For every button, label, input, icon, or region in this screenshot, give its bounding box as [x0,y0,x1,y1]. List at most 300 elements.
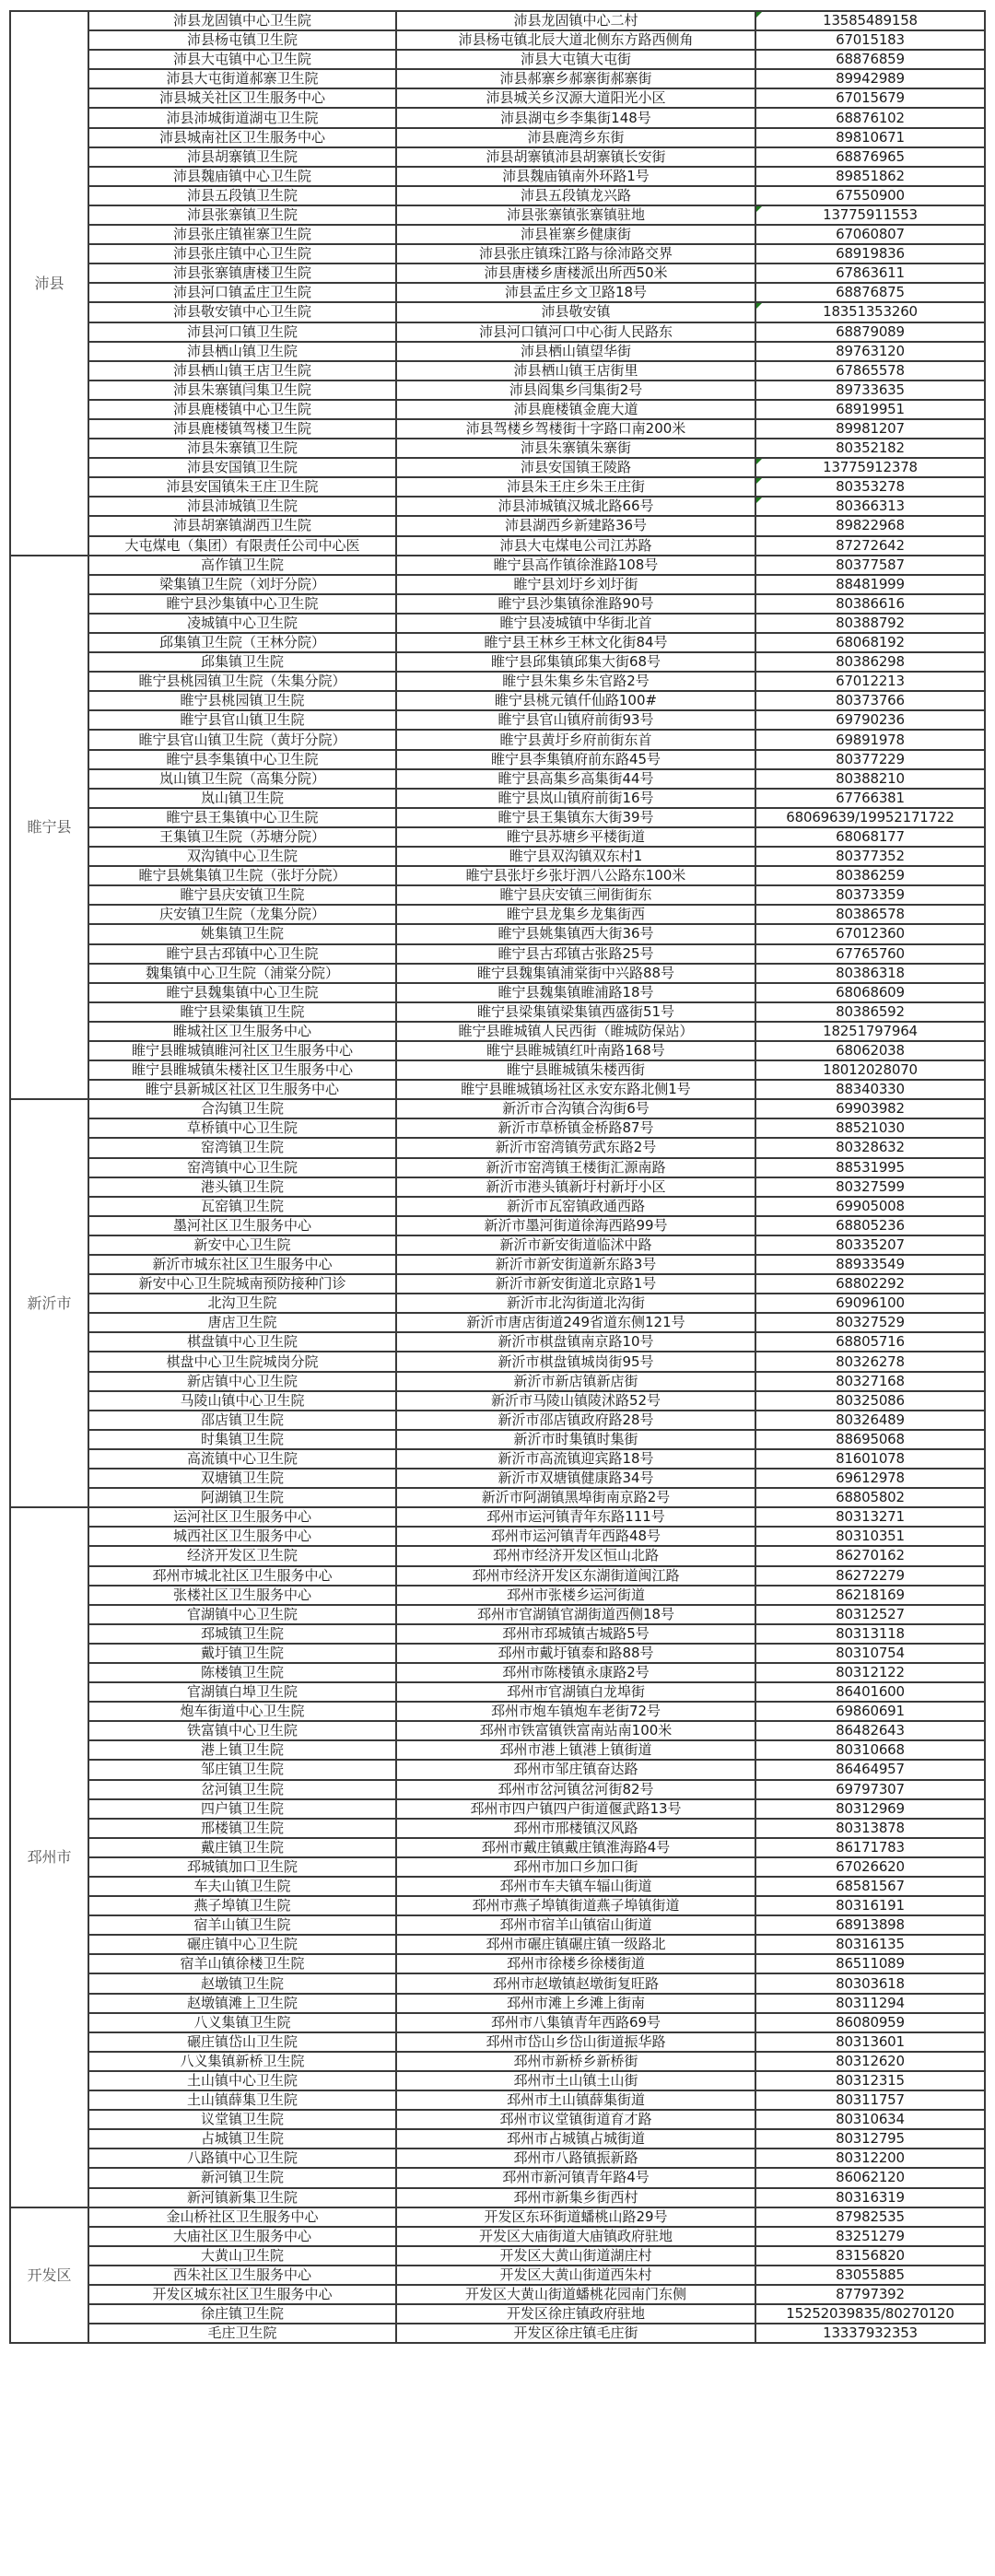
table-row [10,1352,985,1371]
address-cell: 睢宁县古邳镇古张路25号 [396,944,755,964]
address-cell: 沛县郝寨乡郝寨街郝寨街 [396,69,755,88]
phone-cell: 80366313 [755,497,985,516]
table-row [10,128,985,147]
phone-cell: 80312122 [755,1663,985,1682]
hospital-name-cell: 沛县栖山镇王店卫生院 [88,361,396,381]
table-row [10,652,985,672]
address-cell: 开发区大黄山街道湖庄村 [396,2246,755,2266]
hospital-name-cell: 魏集镇中心卫生院（浦棠分院） [88,964,396,983]
address-cell: 睢宁县刘圩乡刘圩街 [396,575,755,594]
table-row [10,750,985,769]
address-cell: 沛县安国镇王陵路 [396,458,755,477]
address-cell: 睢宁县沙集镇徐淮路90号 [396,594,755,614]
table-row [10,2110,985,2129]
phone-cell: 83156820 [755,2246,985,2266]
table-row [10,205,985,225]
hospital-name-cell: 陈楼镇卫生院 [88,1663,396,1682]
hospital-name-cell: 沛县大屯街道郝寨卫生院 [88,69,396,88]
address-cell: 睢宁县高集乡高集街44号 [396,769,755,789]
phone-cell: 88531995 [755,1158,985,1177]
address-cell: 睢宁县李集镇府前东路45号 [396,750,755,769]
address-cell: 邳州市戴圩镇泰和路88号 [396,1644,755,1663]
table-row [10,30,985,50]
phone-cell: 80313118 [755,1624,985,1644]
hospital-name-cell: 燕子埠镇卫生院 [88,1896,396,1915]
phone-cell: 68919836 [755,244,985,263]
address-cell: 邳州市邳城镇古城路5号 [396,1624,755,1644]
phone-cell: 89733635 [755,381,985,400]
address-cell: 新沂市瓦窑镇政通西路 [396,1197,755,1216]
hospital-name-cell: 港上镇卫生院 [88,1740,396,1760]
phone-cell: 68876875 [755,283,985,302]
address-cell: 邳州市滩上乡滩上街南 [396,1994,755,2013]
table-row [10,1138,985,1157]
phone-cell: 88481999 [755,575,985,594]
address-cell: 沛县栖山镇望华街 [396,342,755,361]
table-row [10,1177,985,1197]
hospital-name-cell: 沛县胡寨镇卫生院 [88,147,396,167]
table-row [10,1332,985,1352]
phone-cell: 86270162 [755,1546,985,1565]
phone-cell: 87982535 [755,2207,985,2227]
phone-cell: 18251797964 [755,1022,985,1041]
phone-cell: 86401600 [755,1682,985,1702]
phone-cell: 67765760 [755,944,985,964]
hospital-name-cell: 沛县朱寨镇卫生院 [88,439,396,458]
address-cell: 新沂市窑湾镇劳武东路2号 [396,1138,755,1157]
address-cell: 邳州市燕子埠镇街道燕子埠镇街道 [396,1896,755,1915]
phone-cell: 67766381 [755,789,985,808]
phone-cell: 80377229 [755,750,985,769]
phone-cell: 80316191 [755,1896,985,1915]
table-row [10,964,985,983]
hospital-name-cell: 赵墩镇卫生院 [88,1973,396,1993]
hospital-name-cell: 瓦窑镇卫生院 [88,1197,396,1216]
address-cell: 睢宁县黄圩乡府前街东首 [396,730,755,749]
phone-cell: 80316135 [755,1935,985,1954]
address-cell: 邳州市徐楼乡徐楼街道 [396,1954,755,1973]
phone-cell: 89851862 [755,167,985,186]
hospital-name-cell: 邳城镇卫生院 [88,1624,396,1644]
hospital-name-cell: 八义集镇卫生院 [88,2013,396,2032]
address-cell: 睢宁县睢城镇红叶南路168号 [396,1041,755,1060]
address-cell: 邳州市宿羊山镇宿山街道 [396,1915,755,1935]
table-row [10,50,985,69]
table-row [10,497,985,516]
address-cell: 睢宁县朱集乡朱官路2号 [396,672,755,691]
hospital-name-cell: 碾庄镇中心卫生院 [88,1935,396,1954]
phone-cell: 68062038 [755,1041,985,1060]
address-cell: 邳州市土山镇薛集街道 [396,2090,755,2110]
hospital-name-cell: 睢宁县梁集镇卫生院 [88,1002,396,1022]
address-cell: 邳州市炮车镇炮车老街72号 [396,1702,755,1721]
hospital-name-cell: 睢宁县沙集镇中心卫生院 [88,594,396,614]
table-row [10,866,985,885]
phone-cell: 68879089 [755,322,985,342]
table-row [10,1527,985,1546]
phone-cell: 89763120 [755,342,985,361]
phone-cell: 80386318 [755,964,985,983]
table-row [10,1721,985,1740]
phone-cell: 67012360 [755,924,985,943]
hospital-name-cell: 新安中心卫生院 [88,1235,396,1255]
table-row [10,1915,985,1935]
address-cell: 沛县孟庄乡文卫路18号 [396,283,755,302]
hospital-name-cell: 沛县朱寨镇闫集卫生院 [88,381,396,400]
phone-cell: 68805236 [755,1216,985,1235]
table-row [10,594,985,614]
phone-cell: 68805802 [755,1488,985,1507]
address-cell: 沛县五段镇龙兴路 [396,186,755,205]
address-cell: 新沂市合沟镇合沟街6号 [396,1099,755,1118]
hospital-name-cell: 炮车街道中心卫生院 [88,1702,396,1721]
phone-cell: 80311757 [755,2090,985,2110]
table-row [10,1586,985,1605]
address-cell: 邳州市新桥乡新桥街 [396,2052,755,2071]
phone-cell: 68876102 [755,108,985,127]
hospital-name-cell: 高流镇中心卫生院 [88,1449,396,1469]
hospital-name-cell: 时集镇卫生院 [88,1430,396,1449]
address-cell: 开发区大庙街道大庙镇政府驻地 [396,2227,755,2246]
address-cell: 沛县龙固镇中心二村 [396,11,755,30]
phone-cell: 86464957 [755,1760,985,1779]
hospital-name-cell: 庆安镇卫生院（龙集分院） [88,905,396,924]
table-row [10,1294,985,1313]
table-row [10,2090,985,2110]
phone-cell: 67026620 [755,1857,985,1877]
hospital-name-cell: 棋盘中心卫生院城岗分院 [88,1352,396,1371]
table-row [10,244,985,263]
phone-cell: 89942989 [755,69,985,88]
hospital-name-cell: 新店镇中心卫生院 [88,1372,396,1391]
hospital-name-cell: 梁集镇卫生院（刘圩分院） [88,575,396,594]
phone-cell: 68068192 [755,633,985,652]
phone-cell: 80312969 [755,1799,985,1819]
address-cell: 开发区东环街道蟠桃山路29号 [396,2207,755,2227]
hospital-name-cell: 邱集镇卫生院（王林分院） [88,633,396,652]
hospital-name-cell: 土山镇中心卫生院 [88,2071,396,2090]
region-cell: 睢宁县 [10,556,88,1100]
hospital-name-cell: 议堂镇卫生院 [88,2110,396,2129]
address-cell: 睢宁县官山镇府前街93号 [396,710,755,730]
hospital-name-cell: 碾庄镇岱山卫生院 [88,2032,396,2052]
phone-cell: 80388792 [755,614,985,633]
table-row [10,944,985,964]
phone-cell: 89822968 [755,516,985,535]
table-row [10,2227,985,2246]
table-row [10,1274,985,1294]
phone-cell: 80310634 [755,2110,985,2129]
table-row [10,419,985,439]
phone-cell: 68876965 [755,147,985,167]
hospital-name-cell: 邹庄镇卫生院 [88,1760,396,1779]
hospital-name-cell: 邳州市城北社区卫生服务中心 [88,1566,396,1586]
phone-cell: 13337932353 [755,2324,985,2343]
hospital-name-cell: 大屯煤电（集团）有限责任公司中心医 [88,536,396,556]
table-row [10,1022,985,1041]
hospital-name-cell: 沛县鹿楼镇驾楼卫生院 [88,419,396,439]
table-row [10,2324,985,2343]
table-row [10,924,985,943]
hospital-name-cell: 北沟卫生院 [88,1294,396,1313]
table-row [10,1740,985,1760]
table-row [10,1002,985,1022]
address-cell: 开发区徐庄镇政府驻地 [396,2304,755,2324]
hospital-name-cell: 新河镇新集卫生院 [88,2188,396,2207]
hospital-name-cell: 八路镇中心卫生院 [88,2149,396,2168]
table-row [10,1935,985,1954]
table-row [10,1994,985,2013]
hospital-name-cell: 沛县河口镇孟庄卫生院 [88,283,396,302]
table-row [10,2285,985,2304]
phone-cell: 80312527 [755,1605,985,1624]
hospital-name-cell: 草桥镇中心卫生院 [88,1118,396,1138]
hospital-name-cell: 张楼社区卫生服务中心 [88,1586,396,1605]
phone-cell: 80313878 [755,1819,985,1838]
table-row [10,789,985,808]
table-row [10,322,985,342]
table-row [10,1605,985,1624]
hospital-name-cell: 墨河社区卫生服务中心 [88,1216,396,1235]
hospital-name-cell: 睢宁县睢城镇睢河社区卫生服务中心 [88,1041,396,1060]
hospital-name-cell: 棋盘镇中心卫生院 [88,1332,396,1352]
table-row [10,1158,985,1177]
hospital-table [9,10,986,2344]
hospital-name-cell: 岚山镇卫生院（高集分院） [88,769,396,789]
address-cell: 邳州市八集镇青年西路69号 [396,2013,755,2032]
address-cell: 开发区大黄山街道蟠桃花园南门东侧 [396,2285,755,2304]
phone-cell: 80310754 [755,1644,985,1663]
phone-cell: 88340330 [755,1080,985,1099]
address-cell: 新沂市窑湾镇王楼街汇源南路 [396,1158,755,1177]
table-row [10,1819,985,1838]
hospital-name-cell: 王集镇卫生院（苏塘分院） [88,827,396,847]
table-row [10,1216,985,1235]
hospital-name-cell: 戴圩镇卫生院 [88,1644,396,1663]
table-row [10,1080,985,1099]
hospital-name-cell: 沛县张庄镇中心卫生院 [88,244,396,263]
phone-cell: 86272279 [755,1566,985,1586]
address-cell: 新沂市阿湖镇黑埠街南京路2号 [396,1488,755,1507]
address-cell: 新沂市新安街道北京路1号 [396,1274,755,1294]
hospital-name-cell: 睢宁县魏集镇中心卫生院 [88,983,396,1002]
hospital-name-cell: 沛县张寨镇唐楼卫生院 [88,263,396,283]
address-cell: 睢宁县王集镇东大街39号 [396,808,755,827]
address-cell: 沛县张庄镇珠江路与徐沛路交界 [396,244,755,263]
table-row [10,614,985,633]
table-row [10,439,985,458]
address-cell: 睢宁县魏集镇浦棠街中兴路88号 [396,964,755,983]
address-cell: 邳州市新河镇青年路4号 [396,2168,755,2187]
table-row [10,1857,985,1877]
table-row [10,575,985,594]
hospital-name-cell: 毛庄卫生院 [88,2324,396,2343]
address-cell: 睢宁县王林乡王林文化街84号 [396,633,755,652]
hospital-name-cell: 睢宁县古邳镇中心卫生院 [88,944,396,964]
phone-cell: 86080959 [755,2013,985,2032]
table-row [10,1507,985,1527]
table-row [10,2266,985,2285]
table-row [10,2149,985,2168]
address-cell: 邳州市四户镇四户街道偃武路13号 [396,1799,755,1819]
phone-cell: 68805716 [755,1332,985,1352]
address-cell: 邳州市戴庄镇戴庄镇淮海路4号 [396,1838,755,1857]
table-row [10,1780,985,1799]
address-cell: 睢宁县魏集镇睢浦路18号 [396,983,755,1002]
address-cell: 沛县鹿湾乡东街 [396,128,755,147]
table-row [10,1197,985,1216]
hospital-name-cell: 马陵山镇中心卫生院 [88,1391,396,1411]
hospital-name-cell: 土山镇薛集卫生院 [88,2090,396,2110]
hospital-name-cell: 沛县张寨镇卫生院 [88,205,396,225]
table-row [10,1896,985,1915]
address-cell: 邳州市运河镇青年西路48号 [396,1527,755,1546]
address-cell: 邳州市车夫镇车辐山街道 [396,1877,755,1896]
address-cell: 睢宁县睢城镇朱楼西街 [396,1060,755,1080]
table-row [10,225,985,244]
phone-cell: 86062120 [755,2168,985,2187]
hospital-name-cell: 姚集镇卫生院 [88,924,396,943]
hospital-name-cell: 岚山镇卫生院 [88,789,396,808]
phone-cell: 80377587 [755,556,985,575]
address-cell: 邳州市张楼乡运河街道 [396,1586,755,1605]
hospital-name-cell: 睢宁县桃园镇卫生院（朱集分院） [88,672,396,691]
phone-cell: 68919951 [755,400,985,419]
phone-cell: 80377352 [755,847,985,866]
phone-cell: 83251279 [755,2227,985,2246]
phone-cell: 68913898 [755,1915,985,1935]
phone-cell: 67015679 [755,88,985,108]
phone-cell: 67060807 [755,225,985,244]
table-row [10,283,985,302]
hospital-name-cell: 赵墩镇滩上卫生院 [88,1994,396,2013]
phone-cell: 80313271 [755,1507,985,1527]
region-cell: 邳州市 [10,1507,88,2207]
hospital-name-cell: 沛县胡寨镇湖西卫生院 [88,516,396,535]
phone-cell: 69096100 [755,1294,985,1313]
hospital-name-cell: 沛县城关社区卫生服务中心 [88,88,396,108]
phone-cell: 80325086 [755,1391,985,1411]
table-row [10,2304,985,2324]
address-cell: 邳州市岱山乡岱山街道振华路 [396,2032,755,2052]
phone-cell: 18351353260 [755,302,985,322]
address-cell: 邳州市议堂镇街道育才路 [396,2110,755,2129]
hospital-name-cell: 铁富镇中心卫生院 [88,1721,396,1740]
table-row [10,147,985,167]
table-row [10,730,985,749]
hospital-name-cell: 睢宁县桃园镇卫生院 [88,691,396,710]
table-row [10,1973,985,1993]
hospital-name-cell: 沛县龙固镇中心卫生院 [88,11,396,30]
table-row [10,400,985,419]
hospital-name-cell: 沛县敬安镇中心卫生院 [88,302,396,322]
table-row [10,808,985,827]
address-cell: 新沂市棋盘镇南京路10号 [396,1332,755,1352]
address-cell: 沛县朱王庄乡朱王庄街 [396,477,755,497]
hospital-name-cell: 唐店卫生院 [88,1313,396,1332]
table-row [10,1877,985,1896]
hospital-name-cell: 睢城社区卫生服务中心 [88,1022,396,1041]
hospital-name-cell: 沛县沛城街道湖屯卫生院 [88,108,396,127]
phone-cell: 80327599 [755,1177,985,1197]
hospital-name-cell: 沛县沛城镇卫生院 [88,497,396,516]
address-cell: 邳州市经济开发区恒山北路 [396,1546,755,1565]
address-cell: 新沂市新店镇新店街 [396,1372,755,1391]
phone-cell: 15252039835/80270120 [755,2304,985,2324]
table-row [10,983,985,1002]
table-row [10,381,985,400]
hospital-name-cell: 新河镇卫生院 [88,2168,396,2187]
hospital-name-cell: 沛县五段镇卫生院 [88,186,396,205]
hospital-name-cell: 沛县河口镇卫生院 [88,322,396,342]
phone-cell: 69790236 [755,710,985,730]
hospital-name-cell: 占城镇卫生院 [88,2129,396,2149]
address-cell: 邳州市港上镇港上镇街道 [396,1740,755,1760]
phone-cell: 83055885 [755,2266,985,2285]
address-cell: 新沂市高流镇迎宾路18号 [396,1449,755,1469]
table-row [10,2188,985,2207]
table-row [10,691,985,710]
hospital-name-cell: 沛县城南社区卫生服务中心 [88,128,396,147]
phone-cell: 80386259 [755,866,985,885]
address-cell: 沛县敬安镇 [396,302,755,322]
phone-cell: 88695068 [755,1430,985,1449]
hospital-name-cell: 窑湾镇中心卫生院 [88,1158,396,1177]
phone-cell: 86218169 [755,1586,985,1605]
phone-cell: 80326489 [755,1411,985,1430]
table-row [10,1682,985,1702]
table-row [10,1099,985,1118]
table-row [10,885,985,905]
table-row [10,1235,985,1255]
address-cell: 睢宁县龙集乡龙集街西 [396,905,755,924]
table-row [10,1449,985,1469]
address-cell: 邳州市运河镇青年东路111号 [396,1507,755,1527]
table-row [10,536,985,556]
hospital-name-cell: 沛县栖山镇卫生院 [88,342,396,361]
address-cell: 睢宁县庆安镇三闸街街东 [396,885,755,905]
address-cell: 邳州市陈楼镇永康路2号 [396,1663,755,1682]
hospital-name-cell: 城西社区卫生服务中心 [88,1527,396,1546]
address-cell: 邳州市碾庄镇碾庄镇一级路北 [396,1935,755,1954]
phone-cell: 68802292 [755,1274,985,1294]
address-cell: 新沂市双塘镇健康路34号 [396,1469,755,1488]
phone-cell: 80310351 [755,1527,985,1546]
address-cell: 睢宁县高作镇徐淮路108号 [396,556,755,575]
phone-cell: 80312620 [755,2052,985,2071]
hospital-name-cell: 高作镇卫生院 [88,556,396,575]
phone-cell: 67012213 [755,672,985,691]
hospital-name-cell: 宿羊山镇徐楼卫生院 [88,1954,396,1973]
hospital-name-cell: 大黄山卫生院 [88,2246,396,2266]
table-row [10,2129,985,2149]
address-cell: 新沂市棋盘镇城岗街95号 [396,1352,755,1371]
hospital-name-cell: 车夫山镇卫生院 [88,1877,396,1896]
phone-cell: 68068177 [755,827,985,847]
address-cell: 新沂市唐店街道249省道东侧121号 [396,1313,755,1332]
phone-cell: 80373359 [755,885,985,905]
phone-cell: 68068609 [755,983,985,1002]
address-cell: 邳州市八路镇振新路 [396,2149,755,2168]
hospital-name-cell: 戴庄镇卫生院 [88,1838,396,1857]
address-cell: 新沂市邵店镇政府路28号 [396,1411,755,1430]
table-row [10,905,985,924]
table-row [10,1799,985,1819]
phone-cell: 18012028070 [755,1060,985,1080]
phone-cell: 80303618 [755,1973,985,1993]
address-cell: 邳州市经济开发区东湖街道闽江路 [396,1566,755,1586]
address-cell: 沛县杨屯镇北辰大道北侧东方路西侧角 [396,30,755,50]
